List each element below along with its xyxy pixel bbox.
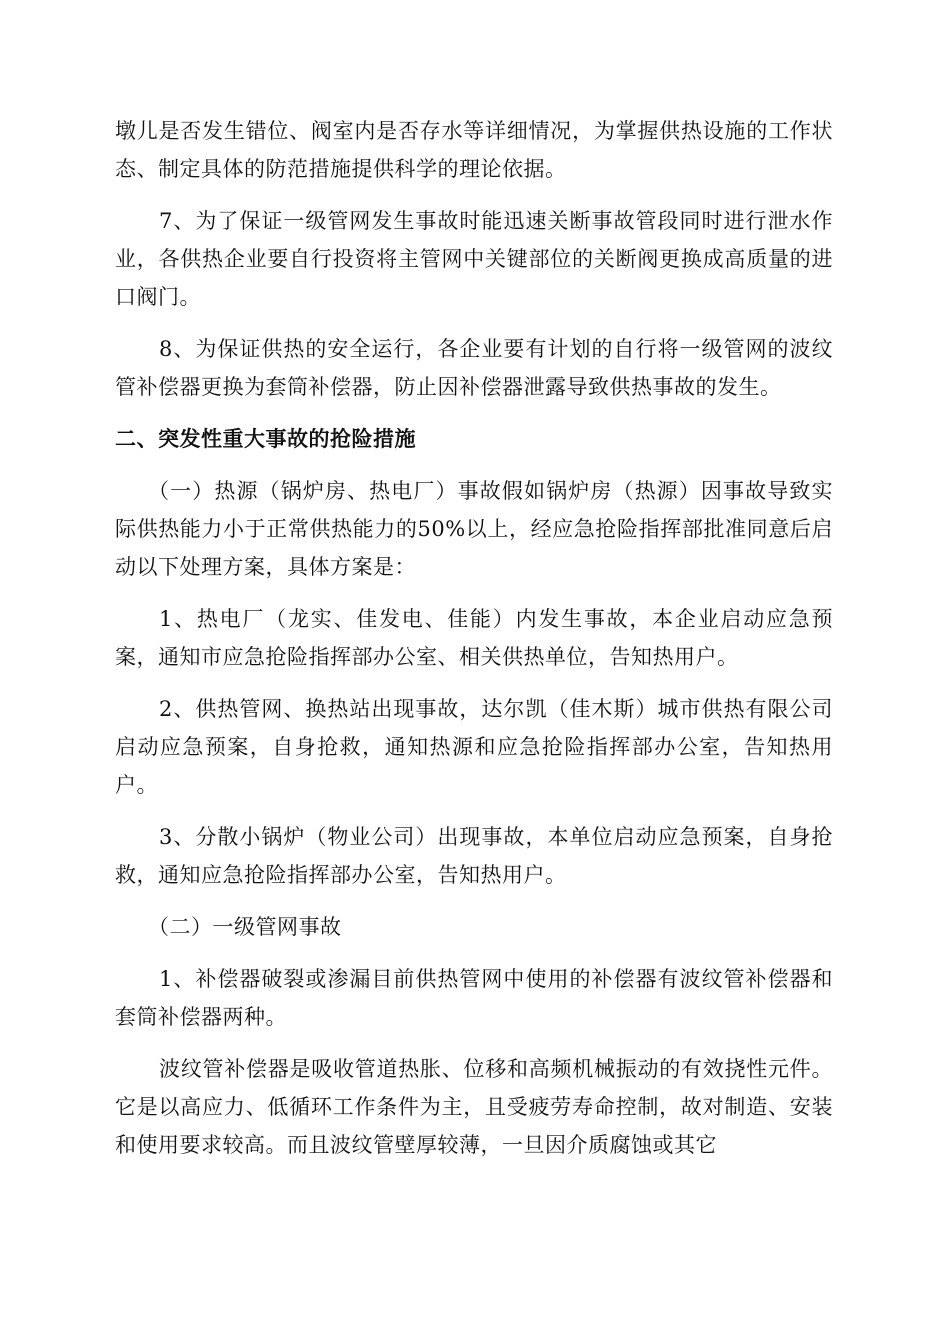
- paragraph-continuation: 墩儿是否发生错位、阀室内是否存水等详细情况，为掌握供热设施的工作状态、制定具体的防范措施提供科学的理论依据。: [115, 119, 833, 181]
- document-body: [115, 112, 833, 1178]
- section-heading: 二、突发性重大事故的抢险措施: [115, 427, 416, 451]
- paragraph-item-2-pipe-network: 2、供热管网、换热站出现事故，达尔凯（佳木斯）城市供热有限公司启动应急预案，自身抢救，通知热源和应急抢险指挥部办公室，告知热用户。: [115, 697, 833, 797]
- subsection-heat-source: （一）热源（锅炉房、热电厂）事故假如锅炉房（热源）因事故导致实际供热能力小于正常供热能力的50%以上，经应急抢险指挥部批准同意后启动以下处理方案，具体方案是：: [115, 479, 833, 579]
- paragraph-bellows-compensator: 波纹管补偿器是吸收管道热胀、位移和高频机械振动的有效挠性元件。它是以高应力、低循环工作条件为主，且受疲劳寿命控制，故对制造、安装和使用要求较高。而且波纹管壁厚较薄，一旦因介质腐蚀或其它: [115, 1057, 833, 1157]
- paragraph-item-8: 8、为保证供热的安全运行，各企业要有计划的自行将一级管网的波纹管补偿器更换为套筒补偿器，防止因补偿器泄露导致供热事故的发生。: [115, 337, 833, 399]
- subsection-primary-network: （二）一级管网事故: [148, 915, 342, 939]
- paragraph-item-3-small-boiler: 3、分散小锅炉（物业公司）出现事故，本单位启动应急预案，自身抢救，通知应急抢险指挥部办公室，告知热用户。: [115, 825, 833, 887]
- paragraph-item-1-power-plant: 1、热电厂（龙实、佳发电、佳能）内发生事故，本企业启动应急预案，通知市应急抢险指挥部办公室、相关供热单位，告知热用户。: [115, 607, 833, 669]
- paragraph-item-7: 7、为了保证一级管网发生事故时能迅速关断事故管段同时进行泄水作业，各供热企业要自行投资将主管网中关键部位的关断阀更换成高质量的进口阀门。: [115, 209, 833, 309]
- paragraph-compensator: 1、补偿器破裂或渗漏目前供热管网中使用的补偿器有波纹管补偿器和套筒补偿器两种。: [115, 967, 833, 1029]
